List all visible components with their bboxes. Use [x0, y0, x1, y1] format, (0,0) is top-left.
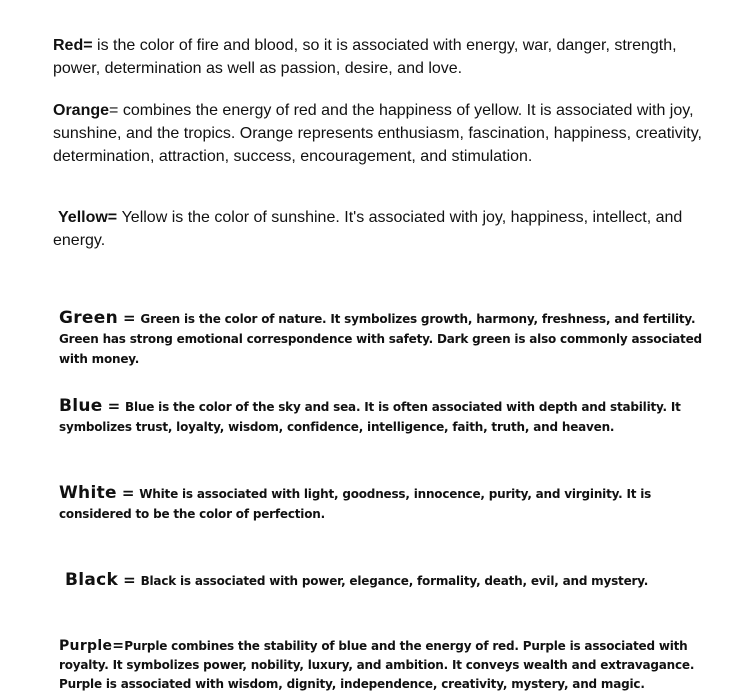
- entry-yellow: [53, 206, 723, 252]
- entry-purple-text: Purple combines the stability of blue and the energy of red. Purple is associated with royalty. It symbolizes power, nobility, luxury, and ambition. It conveys wealth and extravagance. Purple is associated with wisdom, dignity, independence, creativity, mystery, and magic.: [59, 639, 695, 691]
- entry-yellow-term: Yellow=: [58, 209, 122, 226]
- entry-green: [59, 308, 709, 369]
- entry-green-term: Green: [59, 308, 118, 328]
- entry-white-term: White: [59, 483, 117, 503]
- entry-blue-sep: =: [102, 397, 126, 415]
- entry-black-sep: =: [118, 571, 141, 589]
- entry-yellow-text: Yellow is the color of sunshine. It's associated with joy, happiness, intellect, and energy.: [53, 209, 683, 249]
- entry-red: [53, 34, 723, 80]
- entry-orange-term: Orange: [53, 102, 110, 119]
- entry-purple-term: Purple=: [59, 638, 125, 654]
- entry-orange-text: combines the energy of red and the happiness of yellow. It is associated with joy, sunshine, and the tropics. Orange represents enthusiasm, fascination, happiness, creativity, determination, attraction, success, encouragement, and stimulation.: [53, 102, 702, 165]
- entry-blue-term: Blue: [59, 396, 103, 416]
- entry-white: [59, 483, 719, 524]
- entry-black-term: Black: [65, 570, 119, 590]
- entry-purple: [59, 637, 709, 694]
- entry-white-sep: =: [116, 484, 140, 502]
- entry-blue-text: Blue is the color of the sky and sea. It is often associated with depth and stability. It symbolizes trust, loyalty, wisdom, confidence, intelligence, faith, truth, and heaven.: [59, 400, 681, 434]
- entry-black-text: Black is associated with power, elegance, formality, death, evil, and mystery.: [140, 574, 649, 588]
- entry-orange: [53, 99, 723, 168]
- entry-blue: [59, 396, 709, 437]
- entry-white-text: White is associated with light, goodness, innocence, purity, and virginity. It is considered to be the color of perfection.: [59, 487, 652, 521]
- entry-black: [65, 570, 715, 591]
- entry-red-text: is the color of fire and blood, so it is associated with energy, war, danger, strength, power, determination as well as passion, desire, and love.: [53, 37, 677, 77]
- entry-orange-sep: =: [109, 102, 123, 119]
- entry-green-sep: =: [118, 309, 141, 327]
- entry-green-text: Green is the color of nature. It symbolizes growth, harmony, freshness, and fertility. Green has strong emotional correspondence with safety. Dark green is also commonly associated with money.: [59, 312, 702, 366]
- entry-red-term: Red=: [53, 37, 98, 54]
